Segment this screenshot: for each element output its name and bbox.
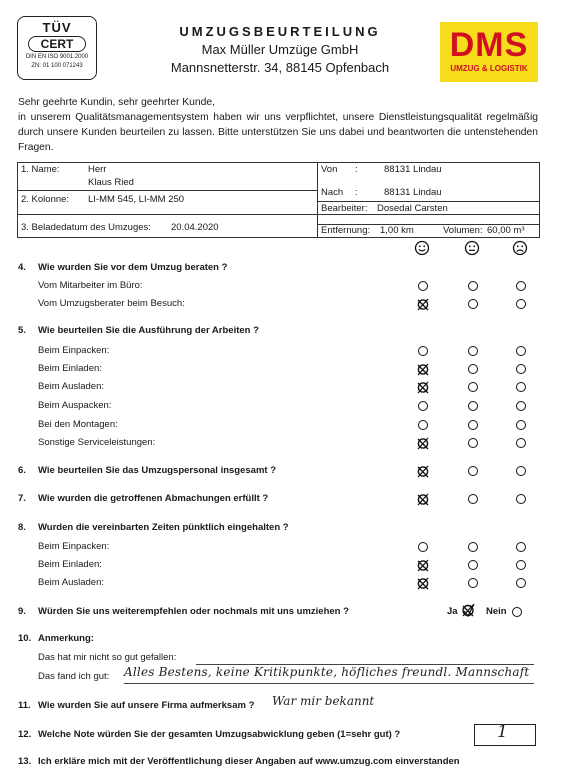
q5-item-einpacken: Beim Einpacken: (38, 345, 110, 356)
customer-info-table (17, 162, 540, 238)
question-text: Ich erkläre mich mit der Veröffentlichung dieser Angaben auf www.umzug.com einverstanden (38, 756, 460, 767)
company-address: Mannsnetterstr. 34, 88145 Opfenbach (170, 60, 390, 75)
q5-row3-option-2[interactable] (516, 401, 526, 411)
q4-item-buero: Vom Mitarbeiter im Büro: (38, 280, 143, 291)
q8-row0-option-1[interactable] (468, 542, 478, 552)
q5-row3-option-1[interactable] (468, 401, 478, 411)
tuv-cert-logo (17, 16, 97, 80)
table-divider (317, 163, 318, 237)
table-divider (18, 214, 539, 215)
q4-item-besuch: Vom Umzugsberater beim Besuch: (38, 298, 185, 309)
q7-row0-selected-mark-icon[interactable] (415, 491, 431, 507)
table-divider (317, 201, 539, 202)
bearbeiter-label: Bearbeiter: (321, 203, 368, 214)
neutral-face-icon (464, 240, 480, 256)
datum-value: 20.04.2020 (171, 222, 219, 233)
q8-item-einpacken: Beim Einpacken: (38, 541, 110, 552)
question-text: Wie beurteilen Sie die Ausführung der Arbeiten ? (38, 325, 259, 336)
ja-label: Ja (447, 606, 458, 617)
q4-row0-option-2[interactable] (516, 281, 526, 291)
von-colon: : (355, 164, 358, 175)
q7-row0-option-2[interactable] (516, 494, 526, 504)
q4-row1-option-1[interactable] (468, 299, 478, 309)
kolonne-value: LI-MM 545, LI-MM 250 (88, 194, 185, 205)
q5-item-ausladen: Beim Ausladen: (38, 381, 105, 392)
nach-colon: : (355, 187, 358, 198)
question-8 (18, 522, 289, 533)
q5-item-auspacken: Beim Auspacken: (38, 400, 112, 411)
question-6 (18, 465, 276, 476)
question-11 (18, 700, 254, 711)
q6-row0-selected-mark-icon[interactable] (415, 463, 431, 479)
q5-row3-option-0[interactable] (418, 401, 428, 411)
q8-row1-selected-mark-icon[interactable] (415, 557, 431, 573)
question-4 (18, 262, 227, 273)
q8-row2-selected-mark-icon[interactable] (415, 575, 431, 591)
q5-row2-selected-mark-icon[interactable] (415, 379, 431, 395)
document-title: UMZUGSBEURTEILUNG (179, 24, 381, 39)
dms-logo-subtitle: UMZUG & LOGISTIK (450, 64, 528, 73)
question-text: Anmerkung: (38, 633, 94, 644)
question-text: Wie beurteilen Sie das Umzugspersonal insgesamt ? (38, 465, 277, 476)
question-number: 11. (18, 700, 31, 711)
nach-label: Nach (321, 187, 344, 198)
q10-line2-label: Das fand ich gut: (38, 671, 110, 682)
q5-row4-option-0[interactable] (418, 420, 428, 430)
nach-value: 88131 Lindau (384, 187, 442, 198)
q5-item-einladen: Beim Einladen: (38, 363, 102, 374)
company-name: Max Müller Umzüge GmbH (201, 42, 359, 57)
table-divider (18, 190, 317, 191)
answer-line (124, 683, 534, 684)
question-number: 10. (18, 633, 32, 644)
q5-row1-option-2[interactable] (516, 364, 526, 374)
q5-row4-option-2[interactable] (516, 420, 526, 430)
tuv-logo-line2: CERT (28, 36, 86, 52)
question-10 (18, 633, 94, 644)
q4-row1-selected-mark-icon[interactable] (415, 296, 431, 312)
entfernung-value: 1,00 km (380, 225, 414, 236)
tuv-logo-line4: ZN: 01 100 071243 (31, 63, 83, 69)
question-number: 4. (18, 262, 26, 273)
happy-face-icon (414, 240, 430, 256)
tuv-logo-line1: TÜV (42, 20, 72, 35)
q5-row2-option-1[interactable] (468, 382, 478, 392)
bearbeiter-value: Dosedal Carsten (377, 203, 448, 214)
question-text: Würden Sie uns weiterempfehlen oder nochmals mit uns umziehen ? (38, 606, 349, 617)
tuv-logo-line3: DIN EN ISO 9001:2000 (25, 54, 89, 60)
q5-item-service: Sonstige Serviceleistungen: (38, 437, 156, 448)
entfernung-label: Entfernung: (321, 225, 371, 236)
ja-checkmark-icon[interactable] (460, 602, 476, 618)
question-number: 8. (18, 522, 26, 533)
q8-row0-option-0[interactable] (418, 542, 428, 552)
dms-logo-text: DMS (449, 26, 529, 64)
q5-row0-option-2[interactable] (516, 346, 526, 356)
q8-item-ausladen: Beim Ausladen: (38, 577, 105, 588)
question-text: Wurden die vereinbarten Zeiten pünktlich eingehalten ? (38, 522, 289, 533)
von-label: Von (321, 164, 338, 175)
q5-row1-option-1[interactable] (468, 364, 478, 374)
question-number: 6. (18, 465, 26, 476)
q4-row1-option-2[interactable] (516, 299, 526, 309)
q5-item-montagen: Bei den Montagen: (38, 419, 118, 430)
question-number: 9. (18, 606, 26, 617)
q8-row2-option-2[interactable] (516, 578, 526, 588)
intro-greeting: Sehr geehrte Kundin, sehr geehrter Kunde, (18, 97, 215, 108)
question-13 (18, 756, 460, 767)
nein-checkbox[interactable] (512, 607, 522, 617)
dms-logo (440, 22, 538, 82)
nein-label: Nein (486, 606, 507, 617)
question-number: 7. (18, 493, 26, 504)
q4-row0-option-1[interactable] (468, 281, 478, 291)
q10-line1-label: Das hat mir nicht so gut gefallen: (38, 652, 177, 663)
q5-row0-option-0[interactable] (418, 346, 428, 356)
q5-row4-option-1[interactable] (468, 420, 478, 430)
question-text: Welche Note würden Sie der gesamten Umzugsabwicklung geben (1=sehr gut) ? (38, 729, 401, 740)
q5-row5-selected-mark-icon[interactable] (415, 435, 431, 451)
q7-row0-option-1[interactable] (468, 494, 478, 504)
name-salutation: Herr (88, 164, 107, 175)
volumen-value: 60,00 m³ (487, 225, 525, 236)
q12-handwritten-grade: 1 (497, 722, 508, 742)
q11-handwritten-answer: War mir bekannt (272, 694, 375, 708)
sad-face-icon (512, 240, 528, 256)
q8-row2-option-1[interactable] (468, 578, 478, 588)
question-text: Wie wurden Sie vor dem Umzug beraten ? (38, 262, 228, 273)
question-12 (18, 729, 400, 740)
q5-row2-option-2[interactable] (516, 382, 526, 392)
q6-row0-option-2[interactable] (516, 466, 526, 476)
question-number: 5. (18, 325, 26, 336)
question-number: 12. (18, 729, 32, 740)
q8-row1-option-2[interactable] (516, 560, 526, 570)
question-7 (18, 493, 268, 504)
q5-row5-option-2[interactable] (516, 438, 526, 448)
volumen-label: Volumen: (443, 225, 483, 236)
question-text: Wie wurden die getroffenen Abmachungen erfüllt ? (38, 493, 269, 504)
name-label: 1. Name: (21, 164, 60, 175)
q5-row5-option-1[interactable] (468, 438, 478, 448)
name-value: Klaus Ried (88, 177, 134, 188)
question-5 (18, 325, 259, 336)
intro-body: in unserem Qualitätsmanagementsystem haben wir uns verpflichtet, unsere Dienstleistungsqualität regelmäßig durch unsere Kunden beurteilen zu lassen. Bitte unterstützen Sie uns dabei und beantworten die untenstehenden Fragen. (18, 112, 538, 153)
q8-row0-option-2[interactable] (516, 542, 526, 552)
von-value: 88131 Lindau (384, 164, 442, 175)
q5-row1-selected-mark-icon[interactable] (415, 361, 431, 377)
q5-row0-option-1[interactable] (468, 346, 478, 356)
intro-text (18, 95, 538, 155)
q8-row1-option-1[interactable] (468, 560, 478, 570)
question-text: Wie wurden Sie auf unsere Firma aufmerksam ? (38, 700, 255, 711)
q6-row0-option-1[interactable] (468, 466, 478, 476)
q4-row0-option-0[interactable] (418, 281, 428, 291)
question-number: 13. (18, 756, 32, 767)
q8-item-einladen: Beim Einladen: (38, 559, 102, 570)
question-9 (18, 606, 349, 617)
q10-handwritten-answer: Alles Bestens, keine Kritikpunkte, höfliches freundl. Mannschaft (124, 665, 530, 679)
datum-label: 3. Beladedatum des Umzuges: (21, 222, 151, 233)
kolonne-label: 2. Kolonne: (21, 194, 70, 205)
